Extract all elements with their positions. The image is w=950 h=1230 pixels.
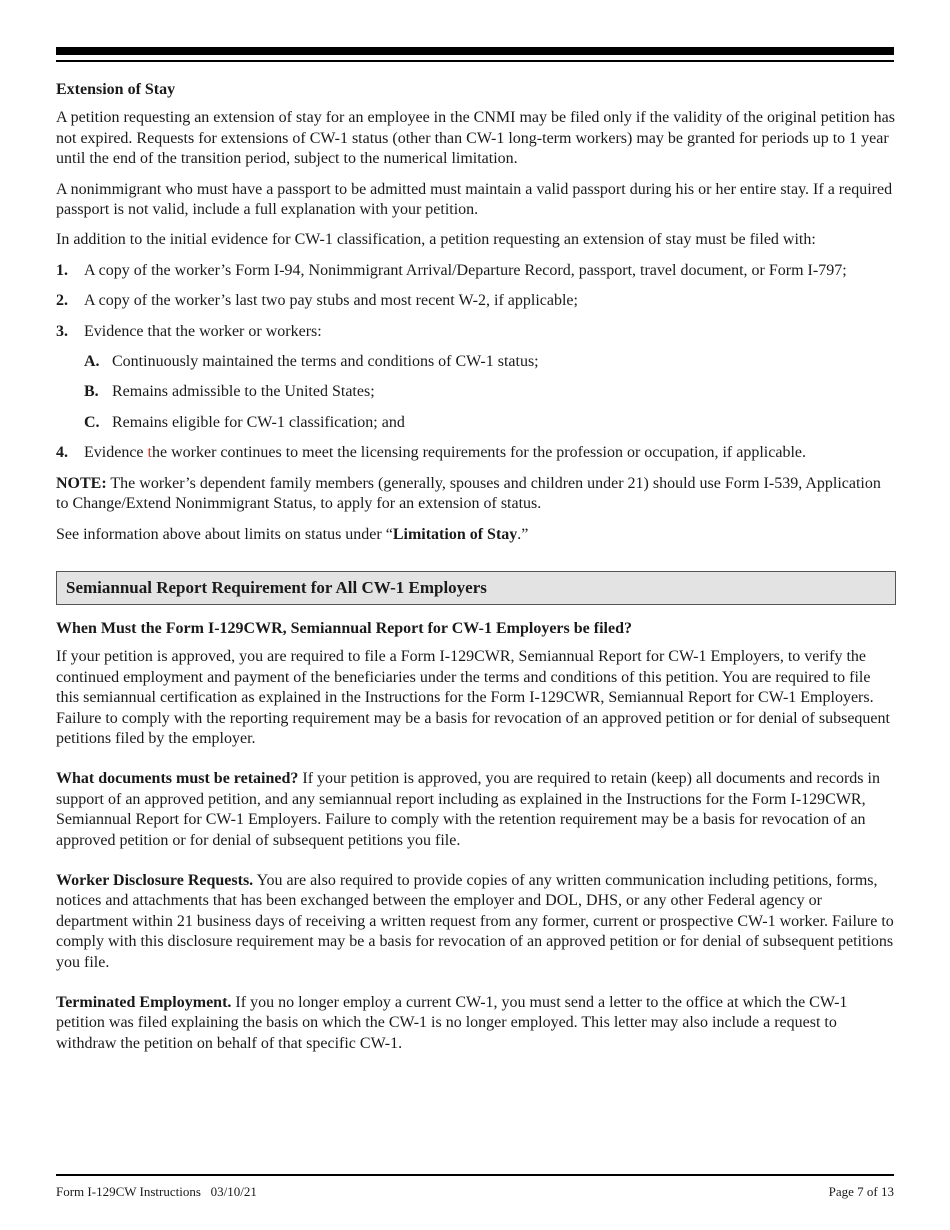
list-item	[56, 291, 896, 311]
semiannual-section-header: Semiannual Report Requirement for All CW-1 Employers	[56, 571, 896, 605]
semiannual-paragraph-1: If your petition is approved, you are required to file a Form I-129CWR, Semiannual Report for CW-1 Employers, to verify the continued employment and payment of the beneficiaries under the terms and conditions of this petition. You are required to file this semiannual certification as explained in the Instructions for the Form I-129CWR, Semiannual Report for CW-1 Employers. Failure to comply with the reporting requirement may be a basis for revocation of an approved petition or for denial of subsequent petitions filed by the employer.	[56, 648, 890, 747]
sub-list-item-letter: C.	[84, 413, 100, 431]
terminated-employment-paragraph: Terminated Employment. If you no longer employ a current CW-1, you must send a letter to the office at which the CW-1 petition was filed explaining the basis on which the CW-1 is no longer employed. This letter may also include a request to withdraw the petition on behalf of that specific CW-1.	[56, 994, 848, 1052]
list-item-number: 3.	[56, 322, 68, 340]
retention-paragraph: What documents must be retained? If your petition is approved, you are required to retain (keep) all documents and records in support of an approved petition, and any semiannual report including as explained in the Instructions for the Form I-129CWR, Semiannual Report for CW-1 Employers. Failure to comply with the retention requirement may be a basis for revocation of an approved petition or for denial of subsequent petitions you file.	[56, 770, 880, 849]
list-item-number: 2.	[56, 292, 68, 310]
extension-of-stay-heading: Extension of Stay	[56, 81, 176, 98]
sub-list-item	[56, 382, 896, 402]
footer-form-id: Form I-129CW Instructions 03/10/21	[56, 1184, 257, 1199]
see-limitation-paragraph: See information above about limits on status under “Limitation of Stay.”	[56, 525, 529, 543]
sub-list-item-letter: B.	[84, 383, 99, 401]
page-content	[56, 80, 896, 1064]
list-item-text: A copy of the worker’s Form I-94, Nonimmigrant Arrival/Departure Record, passport, travel document, or Form I-797;	[84, 261, 847, 279]
footer-rule	[56, 1174, 894, 1176]
footer-page-number: Page 7 of 13	[828, 1184, 894, 1199]
list-item-number: 1.	[56, 261, 68, 279]
note-paragraph	[56, 474, 896, 515]
sub-list-item-text: Remains eligible for CW-1 classification; and	[112, 413, 405, 431]
sub-list-item	[56, 352, 896, 372]
sub-list-item-letter: A.	[84, 353, 100, 371]
sub-list-item-text: Continuously maintained the terms and conditions of CW-1 status;	[112, 353, 539, 371]
extension-paragraph-3: In addition to the initial evidence for CW-1 classification, a petition requesting an extension of stay must be filed with:	[56, 231, 816, 249]
header-thin-rule	[56, 60, 894, 62]
list-item	[56, 443, 896, 463]
sub-list-item-text: Remains admissible to the United States;	[112, 383, 375, 401]
list-item	[56, 261, 896, 281]
list-item-text: A copy of the worker’s last two pay stubs and most recent W-2, if applicable;	[84, 292, 578, 310]
disclosure-paragraph: Worker Disclosure Requests. You are also required to provide copies of any written communication including petitions, forms, notices and attachments that has been exchanged between the employer and DOL, DHS, or any other Federal agency or department within 21 business days of receiving a written request from any former, current or prospective CW-1 worker. Failure to comply with this disclosure requirement may be a basis for revocation of an approved petition or for denial of subsequent petitions you file.	[56, 871, 894, 971]
list-item	[56, 322, 896, 342]
note-text: The worker’s dependent family members (generally, spouses and children under 21) should use Form I-539, Application to Change/Extend Nonimmigrant Status, to apply for an extension of status.	[56, 474, 881, 513]
extension-paragraph-1: A petition requesting an extension of stay for an employee in the CNMI may be filed only if the validity of the original petition has not expired. Requests for extensions of CW-1 status (other than CW-1 long-term workers) may be granted for periods up to 1 year until the end of the transition period, subject to the numerical limitation.	[56, 109, 895, 168]
note-label: NOTE:	[56, 474, 107, 492]
extension-paragraph-2: A nonimmigrant who must have a passport to be admitted must maintain a valid passport during his or her entire stay. If a required passport is not valid, include a full explanation with your petition.	[56, 180, 893, 219]
list-item-text: Evidence that the worker or workers:	[84, 322, 322, 340]
list-item-text: Evidence the worker continues to meet the licensing requirements for the profession or occupation, if applicable.	[84, 444, 806, 462]
header-thick-rule	[56, 47, 894, 55]
list-item-number: 4.	[56, 444, 68, 462]
sub-list-item	[56, 413, 896, 433]
semiannual-subheading: When Must the Form I-129CWR, Semiannual Report for CW-1 Employers be filed?	[56, 619, 632, 637]
